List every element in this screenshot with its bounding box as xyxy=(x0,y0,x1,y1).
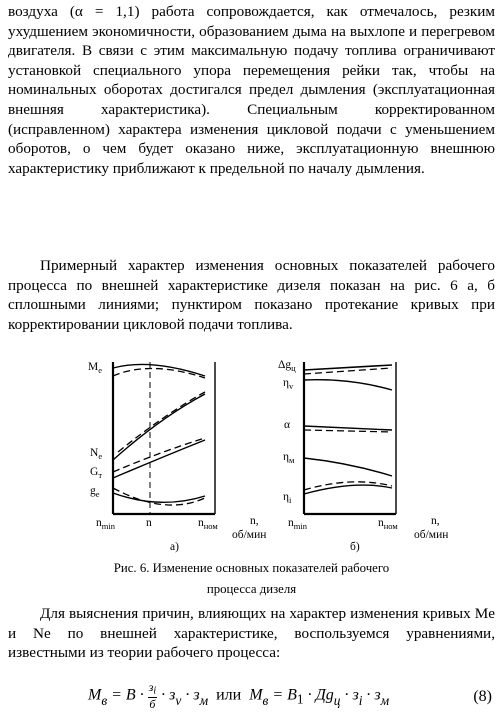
dgc-curve-solid xyxy=(304,365,392,370)
gt-curve-solid xyxy=(113,440,205,478)
figure-caption-line-2: процесса дизеля xyxy=(206,582,297,596)
panel-label-b: б) xyxy=(350,541,360,553)
eq-or-word: или xyxy=(216,686,242,704)
label-alpha: α xyxy=(284,419,291,431)
label-gt: $G_т$ xyxy=(90,466,103,480)
tick-nnom-left: $n_{ном}$ xyxy=(198,517,218,531)
panel-label-a: а) xyxy=(170,541,179,553)
equation-8: $M_в = B$ · $\frac{з_i}{б}$ · $з_v \cdot з_м$ или $M_в = B_1 \cdot Дg_ц \cdot з_i \cdot з_м$ (8) xyxy=(88,679,492,712)
equation-number: (8) xyxy=(473,688,492,705)
alpha-curve-dashed xyxy=(304,430,392,432)
label-etam: $\eta_м$ xyxy=(283,451,295,465)
label-etav: $\eta_v$ xyxy=(283,377,294,391)
paragraph-2: Примерный характер изменения основных показателей рабочего процесса по внешней характеристике дизеля показан на рис. 6 а, б сплошными линиями; пунктиром показано протекание кривых при корректировании цикловой подачи топлива. xyxy=(8,257,495,333)
panel-a xyxy=(113,362,215,514)
left-x-axis-unit: об/мин xyxy=(232,529,267,541)
label-dgc: $\Delta g_ц$ xyxy=(278,359,296,373)
tick-nnom-right: $n_{ном}$ xyxy=(378,517,398,531)
label-etai: $\eta_i$ xyxy=(283,491,292,505)
eq-lhs-m: M xyxy=(88,686,102,704)
gt-curve-dashed xyxy=(113,438,205,472)
eq-fraction: $\frac{з_i}{б}$ xyxy=(148,679,157,712)
right-x-axis-unit: об/мин xyxy=(414,529,449,541)
figure-6 xyxy=(0,348,503,558)
figure-caption-line-1: Рис. 6. Изменение основных показателей рабочего xyxy=(113,561,390,575)
right-x-axis-label: n, xyxy=(431,515,440,527)
paragraph-1: воздуха (α = 1,1) работа сопровождается, как отмечалось, резким ухудшением экономичности, образованием дыма на выхлопе и перегревом двигателя. В связи с этим максимальную подачу топлива ограничивают установкой специального упора перемещения рейки так, чтобы на номинальных оборотах достигался предел дымления (эксплуатационная внешняя характеристика). Специальным корректированном (исправленном) характера изменения цикловой подачи с уменьшением оборотов, о чем будет оказано ниже, эксплуатационную внешнюю характеристику приближают к предельной по началу дымления. xyxy=(8,3,495,177)
label-ne: $N_e$ xyxy=(90,447,103,461)
alpha-curve-solid xyxy=(304,426,392,430)
label-me: $M_e$ xyxy=(88,361,103,375)
label-ge: $g_e$ xyxy=(90,485,100,499)
panel-b xyxy=(304,362,396,514)
etam-curve xyxy=(304,458,392,476)
me-curve-dashed xyxy=(113,368,205,378)
tick-nmin-right: $n_{min}$ xyxy=(288,517,307,531)
tick-nmin-left: $n_{min}$ xyxy=(96,517,115,531)
eq-b-term: = B · xyxy=(111,686,144,704)
ne-curve-solid xyxy=(113,394,205,460)
paragraph-3: Для выяснения причин, влияющих на характер изменения кривых Mе и Nе по внешней характеристике, воспользуемся уравнениями, известными из теории рабочего процесса: xyxy=(8,605,495,662)
tick-n-left: n xyxy=(146,517,152,529)
left-x-axis-label: n, xyxy=(250,515,259,527)
etav-curve xyxy=(304,380,392,390)
